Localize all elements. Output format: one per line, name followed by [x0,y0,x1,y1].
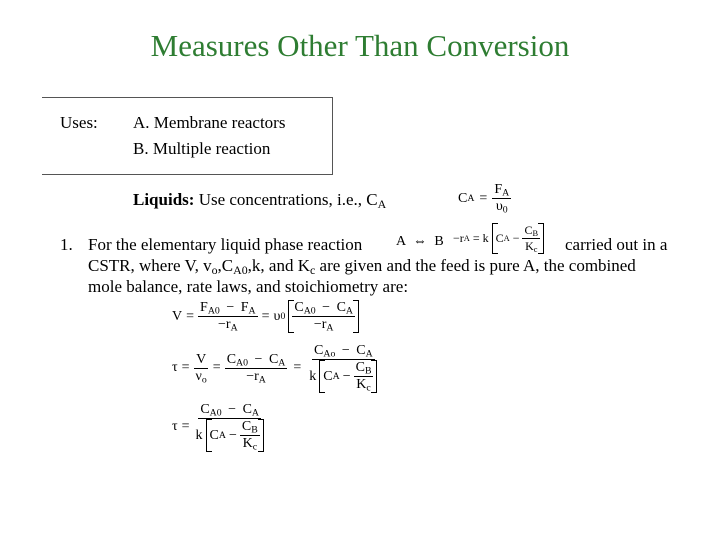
liquids-label: Liquids: [133,190,195,209]
uses-label: Uses: [60,113,98,132]
liquids-sub: A [377,196,387,211]
item1-line1-end: carried out in a [565,235,668,254]
item-number: 1. [60,235,73,254]
rate-law-equation: − r A = k C A − $\frac{C_B}{K_c}$ [453,223,544,254]
liquids-line [133,190,386,210]
item1-line2: CSTR, where V, $v_o,C_{A0},k$, and $K_c$ are given and the feed is pure A, the combined [88,256,636,277]
uses-box [42,97,333,175]
equilibrium-arrow-icon: ⇔ [412,234,427,249]
ca-definition-equation: C A = $\frac{F_A}{\upsilon_0}$ [458,182,510,216]
item1-line3: mole balance, rate laws, and stoichiometry are: [88,277,409,296]
reaction-equation: A ⇔ B [396,234,444,249]
tau-final-equation: τ = $C_{A0} - C_A$ k C A − $\frac{C_B}{K_c}$ [172,402,266,452]
item1-line1-start: For the elementary liquid phase reaction [88,235,363,254]
uses-item-multiple: B. Multiple reaction [133,139,271,158]
page-title: Measures Other Than Conversion [150,28,570,63]
uses-item-membrane: A. Membrane reactors [133,113,286,132]
space-time-equation: τ = $\frac{V}{\nu_o}$ = $\frac{C_{A0} - C_A}{-r_A}$ = $C_{Ao} - C_A$ k C A − $\frac{C_B}{K_c}$ [172,343,379,393]
volume-equation: V = $\frac{F_{A0} - F_A}{-r_A}$ = υ 0 $\frac{C_{A0} - C_A}{-r_A}$ [172,300,359,333]
liquids-text: Use concentrations, i.e., C [198,190,378,209]
